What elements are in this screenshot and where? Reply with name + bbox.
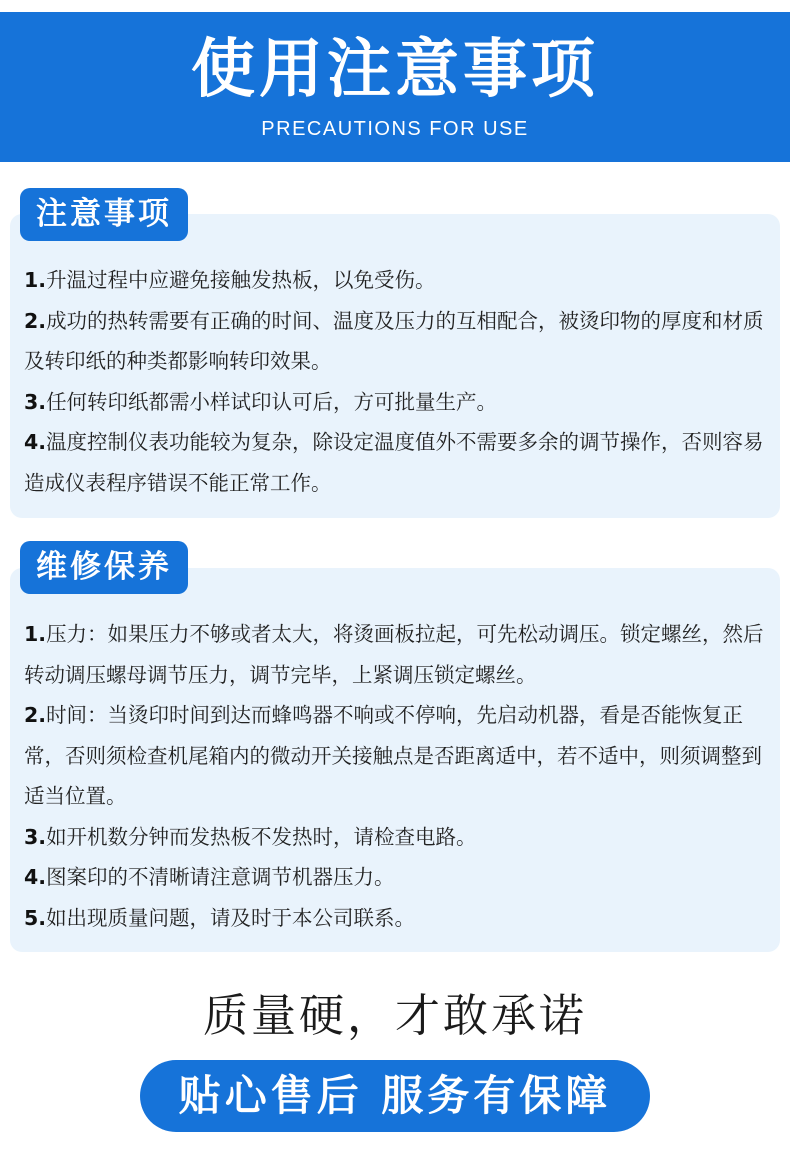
notes-list: [24, 260, 774, 503]
item-number: 1.: [24, 622, 47, 646]
header-banner: [0, 12, 790, 162]
page-subtitle: PRECAUTIONS FOR USE: [261, 118, 529, 140]
page-title: 使用注意事项: [191, 33, 599, 107]
notes-section-label: 注意事项: [20, 188, 188, 241]
item-number: 5.: [24, 905, 47, 930]
item-number: 4.: [24, 865, 47, 889]
item-text: 任何转印纸都需小样试印认可后，方可批量生产。: [46, 389, 498, 414]
list-item: [24, 898, 774, 939]
maintenance-section-label: 维修保养: [20, 541, 188, 594]
item-text: 成功的热转需要有正确的时间、温度及压力的互相配合，被烫印物的厚度和材质及转印纸的种类都影响转印效果。: [24, 308, 764, 373]
item-number: 3.: [24, 824, 47, 849]
item-text: 时间：当烫印时间到达而蜂鸣器不响或不停响，先启动机器，看是否能恢复正常，否则须检查机尾箱内的微动开关接触点是否距离适中，若不适中，则须调整到适当位置。: [24, 703, 762, 808]
item-number: 3.: [24, 389, 47, 414]
list-item: [24, 301, 774, 382]
item-number: 2.: [24, 308, 47, 333]
maintenance-list: [24, 614, 774, 938]
item-text: 升温过程中应避免接触发热板，以免受伤。: [46, 268, 436, 292]
item-number: 1.: [24, 268, 47, 292]
item-text: 如开机数分钟而发热板不发热时，请检查电路。: [46, 824, 477, 849]
list-item: [24, 260, 774, 301]
list-item: [24, 382, 774, 423]
item-text: 温度控制仪表功能较为复杂，除设定温度值外不需要多余的调节操作，否则容易造成仪表程序错误不能正常工作。: [24, 430, 764, 495]
list-item: [24, 857, 774, 898]
list-item: [24, 695, 774, 817]
after-sales-badge: 贴心售后 服务有保障: [140, 1060, 650, 1132]
item-text: 压力：如果压力不够或者太大，将烫画板拉起，可先松动调压。锁定螺丝，然后转动调压螺母调节压力，调节完毕，上紧调压锁定螺丝。: [24, 622, 764, 687]
item-number: 4.: [24, 430, 47, 454]
item-text: 如出现质量问题，请及时于本公司联系。: [46, 905, 416, 930]
quality-slogan: 质量硬，才敢承诺: [202, 989, 587, 1042]
list-item: [24, 614, 774, 695]
item-text: 图案印的不清晰请注意调节机器压力。: [46, 865, 395, 889]
item-number: 2.: [24, 703, 47, 727]
list-item: [24, 422, 774, 503]
list-item: [24, 817, 774, 858]
